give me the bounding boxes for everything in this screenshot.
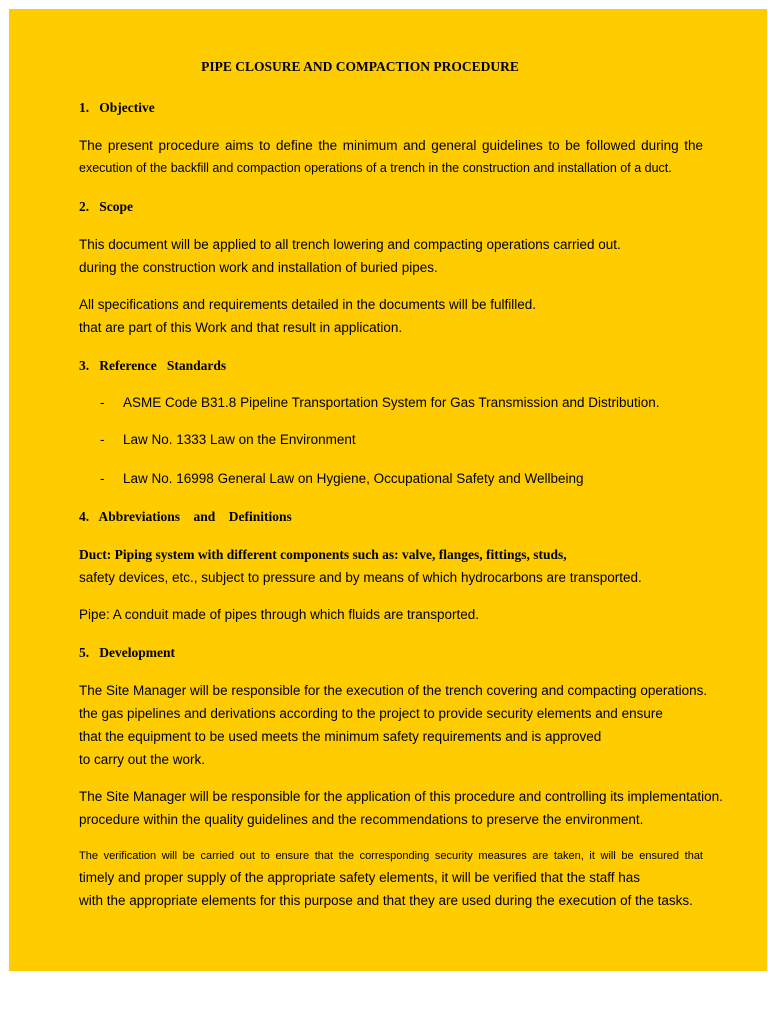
objective-paragraph [79,134,703,180]
dev-p3-line-1: The verification will be carried out to ensure that the corresponding security measures are taken, it will be ensured that [79,850,703,862]
reference-item-text: ASME Code B31.8 Pipeline Transportation System for Gas Transmission and Distribution. [123,395,660,410]
dev-p2-line-2: procedure within the quality guidelines and the recommendations to preserve the environment. [79,812,644,827]
bullet-dash: - [100,432,105,447]
scope-paragraph-2 [79,293,703,339]
scope-p2-line-1: All specifications and requirements detailed in the documents will be fulfilled. [79,297,536,312]
development-paragraph-2 [79,785,723,831]
dev-p1-line-2: the gas pipelines and derivations according to the project to provide security elements and ensure [79,706,663,721]
duct-definition-line-2: safety devices, etc., subject to pressure and by means of which hydrocarbons are transported. [79,570,642,585]
objective-heading: 1. Objective [79,100,155,115]
dev-p1-line-1: The Site Manager will be responsible for the execution of the trench covering and compacting operations. [79,683,708,698]
scope-p1-line-2: during the construction work and installation of buried pipes. [79,260,438,275]
document-title: PIPE CLOSURE AND COMPACTION PROCEDURE [201,59,519,74]
bullet-dash: - [100,395,105,410]
scope-p2-line-2: that are part of this Work and that result in application. [79,320,403,335]
dev-p2-line-1: The Site Manager will be responsible for the application of this procedure and controlling its implementation. [79,789,723,804]
dev-p1-line-4: to carry out the work. [79,752,206,767]
scope-p1-line-1: This document will be applied to all trench lowering and compacting operations carried out. [79,237,621,252]
pipe-definition-line: Pipe: A conduit made of pipes through which fluids are transported. [79,607,479,622]
reference-item-text: Law No. 1333 Law on the Environment [123,432,356,447]
scope-paragraph-1 [79,233,703,279]
dev-p1-line-3: that the equipment to be used meets the minimum safety requirements and is approved [79,729,602,744]
objective-line-1: The present procedure aims to define the minimum and general guidelines to be followed during the [79,138,703,153]
development-paragraph-3 [79,846,703,912]
dev-p3-line-3: with the appropriate elements for this purpose and that they are used during the execution of the tasks. [79,893,693,908]
reference-item-text: Law No. 16998 General Law on Hygiene, Occupational Safety and Wellbeing [123,471,584,486]
duct-definition-line-1: Duct: Piping system with different components such as: valve, flanges, fittings, studs, [79,547,567,562]
development-paragraph-1 [79,679,708,771]
abbreviations-heading: 4. Abbreviations and Definitions [79,509,292,524]
pipe-definition [79,603,703,626]
dev-p3-line-2: timely and proper supply of the appropriate safety elements, it will be verified that the staff has [79,870,641,885]
references-heading: 3. Reference Standards [79,358,227,373]
scope-heading: 2. Scope [79,199,133,214]
development-heading: 5. Development [79,645,175,660]
objective-line-2: execution of the backfill and compaction operations of a trench in the construction and installation of a duct. [79,161,672,175]
duct-definition [79,543,703,589]
bullet-dash: - [100,471,105,486]
